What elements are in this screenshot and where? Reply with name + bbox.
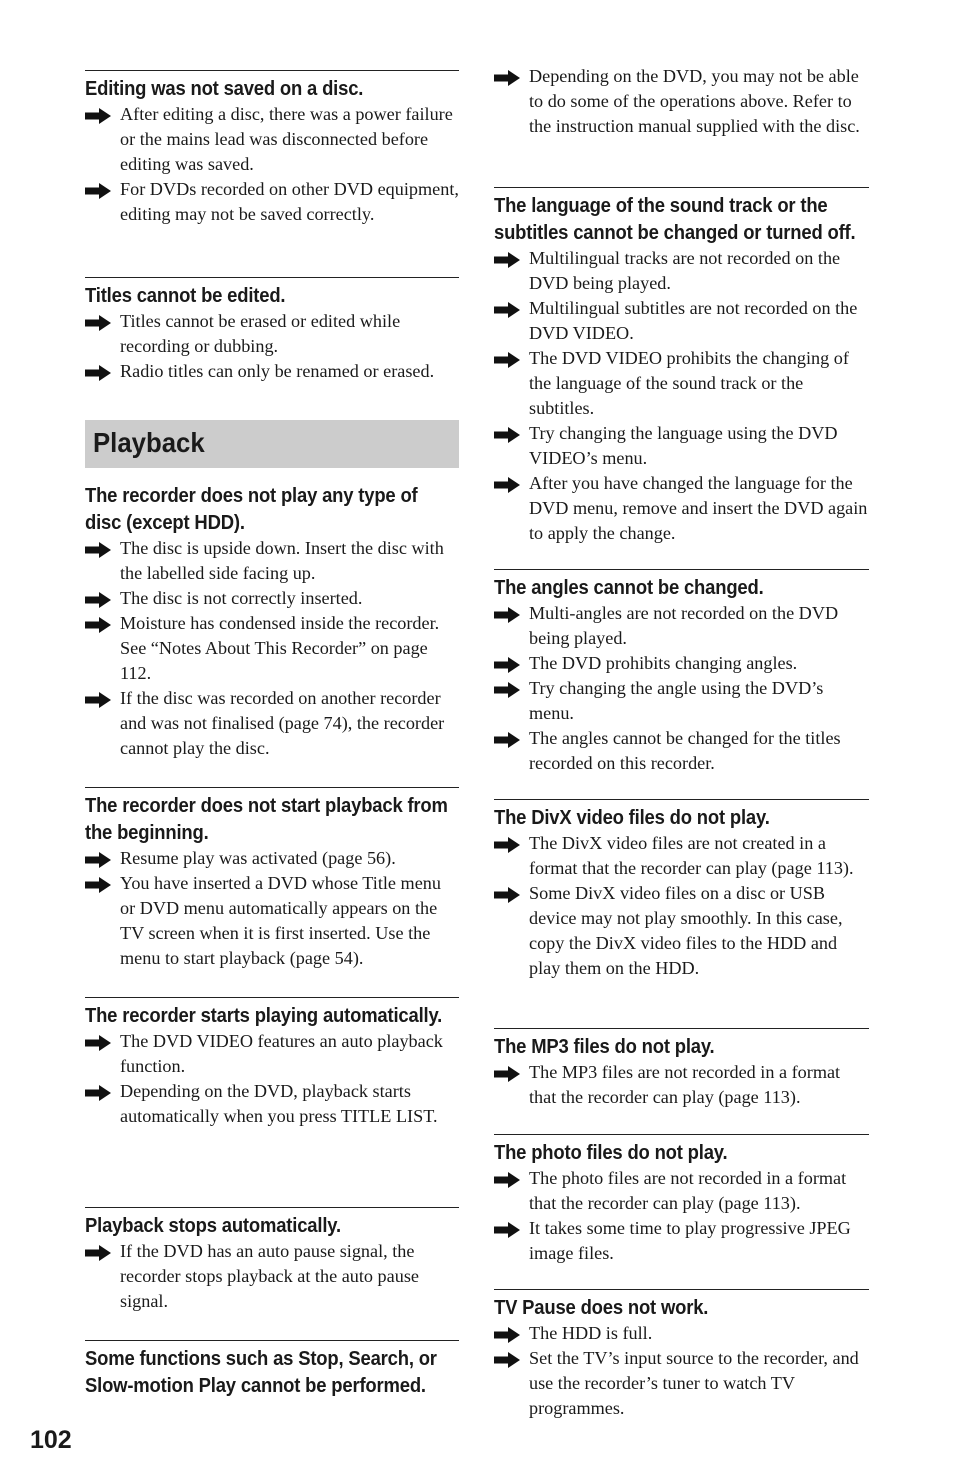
list-item-text: After you have changed the language for the DVD menu, remove and insert the DVD again to apply the change. xyxy=(529,473,868,543)
section-functions-not-performed xyxy=(85,1340,459,1399)
arrow-right-icon xyxy=(494,655,520,671)
arrow-right-icon xyxy=(494,1350,520,1366)
section-heading: Titles cannot be edited. xyxy=(85,284,286,307)
section-heading: The angles cannot be changed. xyxy=(494,576,764,599)
section-heading: The DivX video files do not play. xyxy=(494,806,770,829)
section-continued xyxy=(494,64,869,139)
list-item-text: Resume play was activated (page 56). xyxy=(120,848,396,868)
list-item xyxy=(494,1346,869,1421)
list-item-text: If the disc was recorded on another recorder and was not finalised (page 74), the recorder cannot play the disc. xyxy=(120,688,445,758)
list-item xyxy=(85,359,459,384)
arrow-right-icon xyxy=(85,615,111,631)
list-item xyxy=(85,309,459,359)
section-angles xyxy=(494,569,869,776)
section-heading: The recorder starts playing automatically. xyxy=(85,1004,443,1027)
list-item-text: The MP3 files are not recorded in a format that the recorder can play (page 113). xyxy=(529,1062,841,1107)
list-item xyxy=(494,1166,869,1216)
list-item xyxy=(494,64,869,139)
item-list xyxy=(494,1321,869,1421)
arrow-right-icon xyxy=(85,181,111,197)
arrow-right-icon xyxy=(85,313,111,329)
section-heading: The recorder does not play any type of disc (except HDD). xyxy=(85,484,418,534)
arrow-right-icon xyxy=(494,1325,520,1341)
list-item-text: Set the TV’s input source to the recorder, and use the recorder’s tuner to watch TV programmes. xyxy=(529,1348,859,1418)
list-item-text: The DivX video files are not created in a format that the recorder can play (page 113). xyxy=(529,833,854,878)
page-number: 102 xyxy=(30,1426,72,1454)
section-tv-pause xyxy=(494,1289,869,1421)
item-list xyxy=(494,64,869,139)
list-item xyxy=(494,346,869,421)
item-list xyxy=(494,831,869,981)
section-heading: Editing was not saved on a disc. xyxy=(85,77,364,100)
list-item-text: Radio titles can only be renamed or erased. xyxy=(120,361,435,381)
list-item-text: The DVD VIDEO prohibits the changing of the language of the sound track or the subtitles. xyxy=(529,348,849,418)
list-item xyxy=(85,1029,459,1079)
item-list xyxy=(85,1239,459,1314)
list-item xyxy=(85,586,459,611)
section-not-from-beginning xyxy=(85,787,459,971)
arrow-right-icon xyxy=(85,875,111,891)
list-item xyxy=(494,601,869,651)
section-heading: The recorder does not start playback from the beginning. xyxy=(85,794,448,844)
section-mp3 xyxy=(494,1028,869,1110)
list-item-text: Some DivX video files on a disc or USB device may not play smoothly. In this case, copy the DivX video files to the HDD and play them on the HDD. xyxy=(529,883,843,978)
item-list xyxy=(85,846,459,971)
section-photo xyxy=(494,1134,869,1266)
list-item-text: The DVD VIDEO features an auto playback function. xyxy=(120,1031,443,1076)
list-item-text: If the DVD has an auto pause signal, the recorder stops playback at the auto pause signal. xyxy=(120,1241,419,1311)
arrow-right-icon xyxy=(494,605,520,621)
arrow-right-icon xyxy=(494,350,520,366)
list-item-text: For DVDs recorded on other DVD equipment, editing may not be saved correctly. xyxy=(120,179,459,224)
section-heading: The language of the sound track or the subtitles cannot be changed or turned off. xyxy=(494,194,856,244)
item-list xyxy=(494,601,869,776)
section-editing-not-saved xyxy=(85,70,459,227)
item-list xyxy=(85,102,459,227)
list-item xyxy=(494,651,869,676)
arrow-right-icon xyxy=(85,540,111,556)
list-item xyxy=(494,676,869,726)
list-item-text: It takes some time to play progressive JPEG image files. xyxy=(529,1218,851,1263)
arrow-right-icon xyxy=(494,425,520,441)
list-item xyxy=(85,1079,459,1129)
section-heading: Playback stops automatically. xyxy=(85,1214,341,1237)
section-title: Playback xyxy=(93,427,205,458)
list-item xyxy=(494,471,869,546)
item-list xyxy=(494,1166,869,1266)
list-item xyxy=(494,1321,869,1346)
section-divx xyxy=(494,799,869,981)
list-item xyxy=(494,881,869,981)
section-heading: Some functions such as Stop, Search, or Slow-motion Play cannot be performed. xyxy=(85,1347,437,1397)
list-item xyxy=(85,871,459,971)
list-item xyxy=(85,102,459,177)
section-heading: TV Pause does not work. xyxy=(494,1296,709,1319)
section-heading: The photo files do not play. xyxy=(494,1141,728,1164)
section-starts-automatically xyxy=(85,997,459,1129)
list-item-text: Multilingual subtitles are not recorded on the DVD VIDEO. xyxy=(529,298,858,343)
section-titles-not-edited xyxy=(85,277,459,384)
list-item xyxy=(85,1239,459,1314)
section-heading: The MP3 files do not play. xyxy=(494,1035,715,1058)
section-does-not-play xyxy=(85,478,459,761)
arrow-right-icon xyxy=(494,680,520,696)
arrow-right-icon xyxy=(85,1033,111,1049)
arrow-right-icon xyxy=(85,363,111,379)
arrow-right-icon xyxy=(494,885,520,901)
arrow-right-icon xyxy=(85,850,111,866)
arrow-right-icon xyxy=(85,1083,111,1099)
list-item-text: Moisture has condensed inside the recorder. See “Notes About This Recorder” on page 112. xyxy=(120,613,440,683)
list-item xyxy=(85,846,459,871)
list-item-text: Multi-angles are not recorded on the DVD being played. xyxy=(529,603,839,648)
item-list xyxy=(85,536,459,761)
arrow-right-icon xyxy=(494,68,520,84)
arrow-right-icon xyxy=(85,106,111,122)
item-list xyxy=(85,309,459,384)
item-list xyxy=(85,1029,459,1129)
list-item-text: The disc is upside down. Insert the disc with the labelled side facing up. xyxy=(120,538,444,583)
section-language xyxy=(494,187,869,546)
item-list xyxy=(494,1060,869,1110)
list-item xyxy=(85,686,459,761)
arrow-right-icon xyxy=(494,730,520,746)
list-item-text: You have inserted a DVD whose Title menu or DVD menu automatically appears on the TV screen when it is first inserted. Use the menu to start playback (page 54). xyxy=(120,873,441,968)
list-item-text: Try changing the angle using the DVD’s menu. xyxy=(529,678,824,723)
list-item xyxy=(494,246,869,296)
arrow-right-icon xyxy=(494,835,520,851)
arrow-right-icon xyxy=(494,1064,520,1080)
arrow-right-icon xyxy=(85,1243,111,1259)
arrow-right-icon xyxy=(85,590,111,606)
list-item-text: The angles cannot be changed for the titles recorded on this recorder. xyxy=(529,728,841,773)
list-item-text: Depending on the DVD, playback starts automatically when you press TITLE LIST. xyxy=(120,1081,438,1126)
arrow-right-icon xyxy=(494,1220,520,1236)
list-item xyxy=(494,831,869,881)
arrow-right-icon xyxy=(494,475,520,491)
list-item xyxy=(494,296,869,346)
list-item xyxy=(85,177,459,227)
list-item xyxy=(494,1216,869,1266)
list-item-text: Try changing the language using the DVD VIDEO’s menu. xyxy=(529,423,838,468)
section-title-bar xyxy=(85,420,459,468)
arrow-right-icon xyxy=(494,300,520,316)
section-stops-automatically xyxy=(85,1207,459,1314)
arrow-right-icon xyxy=(85,690,111,706)
item-list xyxy=(494,246,869,546)
list-item-text: After editing a disc, there was a power failure or the mains lead was disconnected before editing was saved. xyxy=(120,104,453,174)
list-item-text: Depending on the DVD, you may not be able to do some of the operations above. Refer to the instruction manual supplied with the disc. xyxy=(529,66,860,136)
list-item-text: The DVD prohibits changing angles. xyxy=(529,653,798,673)
arrow-right-icon xyxy=(494,1170,520,1186)
list-item xyxy=(494,1060,869,1110)
list-item xyxy=(494,726,869,776)
list-item xyxy=(494,421,869,471)
arrow-right-icon xyxy=(494,250,520,266)
list-item xyxy=(85,611,459,686)
list-item xyxy=(85,536,459,586)
list-item-text: Multilingual tracks are not recorded on the DVD being played. xyxy=(529,248,841,293)
list-item-text: The photo files are not recorded in a format that the recorder can play (page 113). xyxy=(529,1168,847,1213)
list-item-text: The disc is not correctly inserted. xyxy=(120,588,363,608)
list-item-text: The HDD is full. xyxy=(529,1323,653,1343)
list-item-text: Titles cannot be erased or edited while recording or dubbing. xyxy=(120,311,401,356)
